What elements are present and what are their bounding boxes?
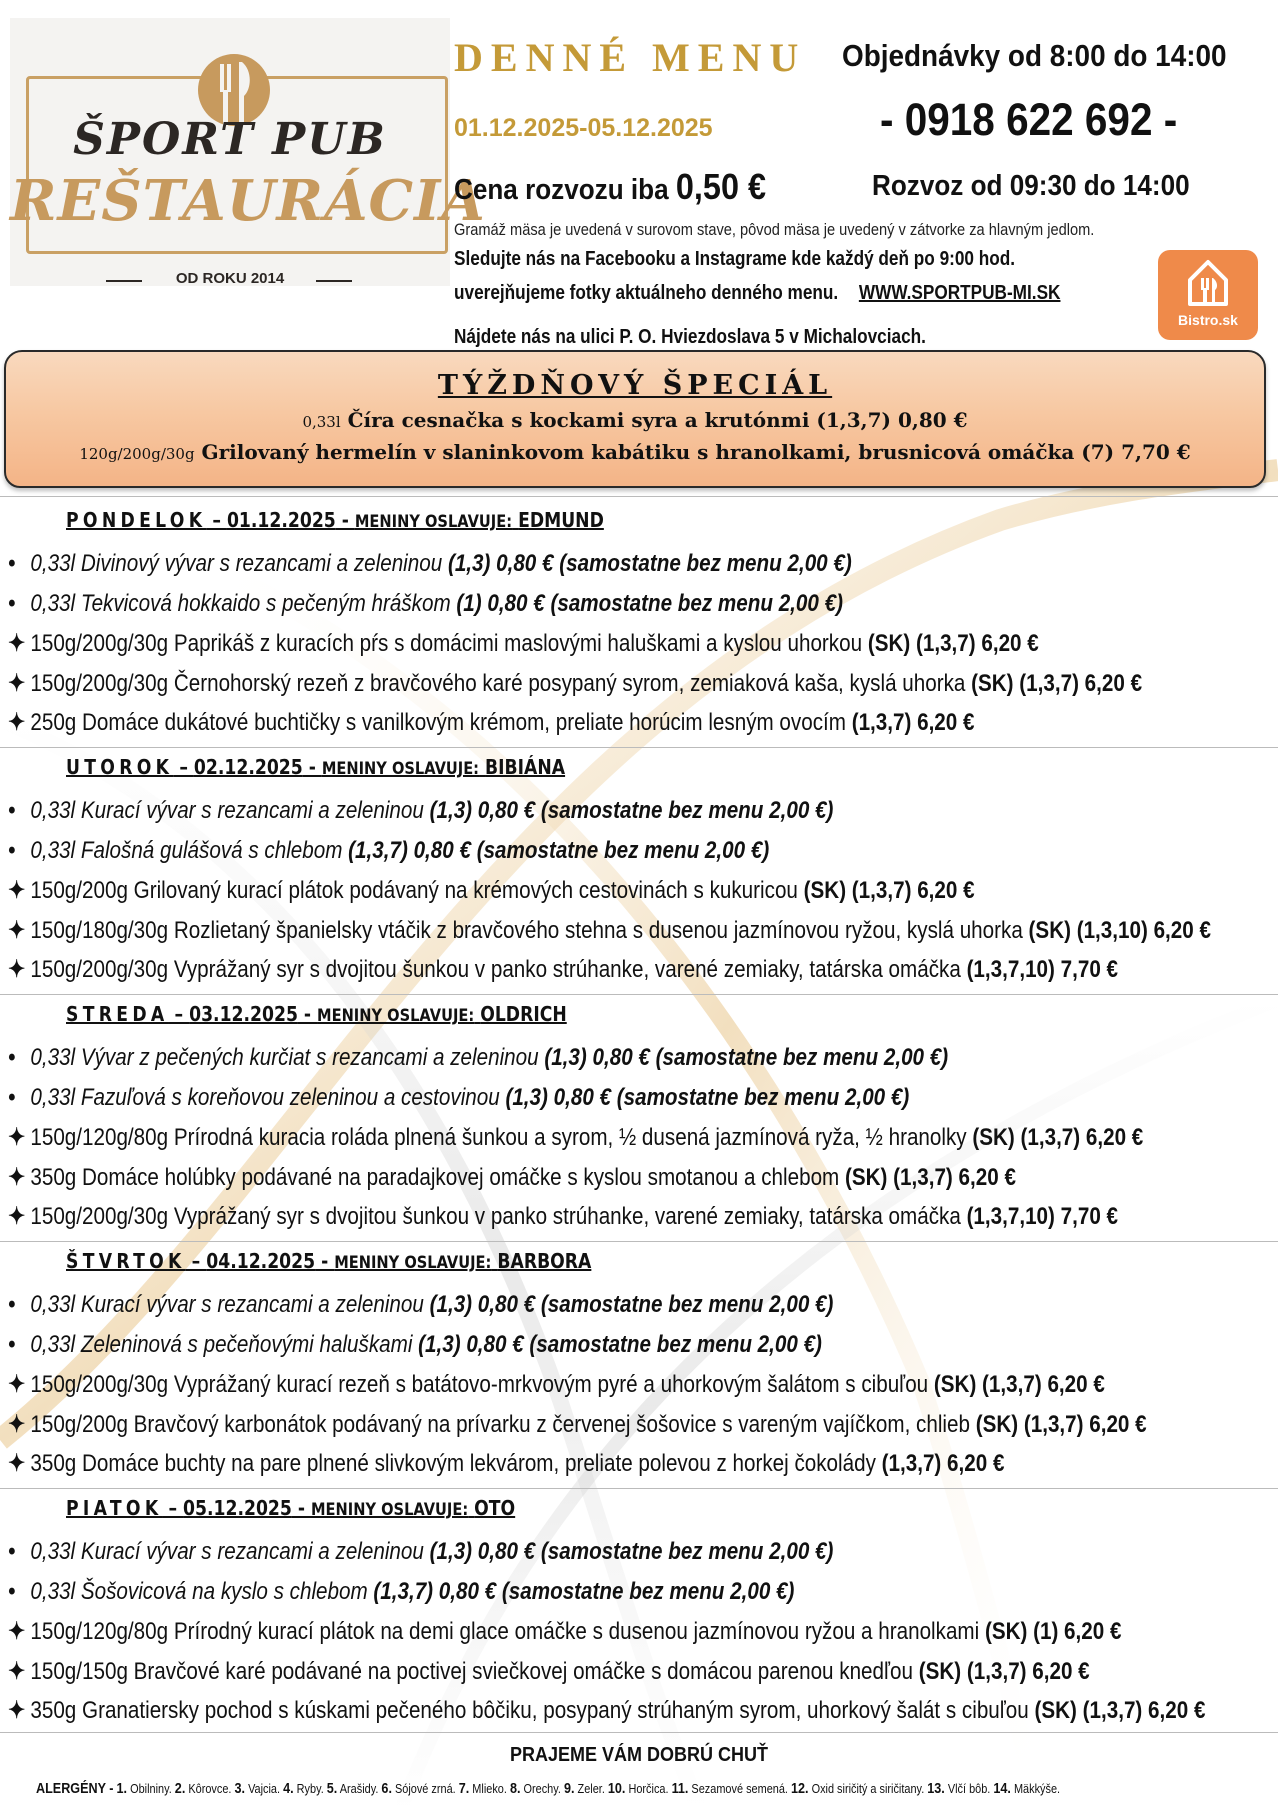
menu-dates: 01.12.2025-05.12.2025	[454, 114, 713, 142]
star-bullet-icon: ✦	[8, 1371, 26, 1398]
dish-allergens-price: (SK) (1,3,7) 6,20 €	[803, 877, 975, 904]
divider	[0, 1241, 1278, 1242]
dish-name: 150g/200g/30g Vyprážaný kurací rezeň s batátovo-mrkvovým pyré a uhorkovým šalátom s cibuľou	[30, 1371, 929, 1398]
allergens-list	[36, 1780, 1060, 1797]
dish-name: 150g/200g Bravčový karbonátok podávaný na prívarku z červenej šošovice s vareným vajíčkom, chlieb	[30, 1410, 970, 1438]
dish-name: 0,33l Kurací vývar s rezancami a zeleninou	[30, 1538, 424, 1565]
dish-name: 150g/120g/80g Prírodný kurací plátok na demi glace omáčke s dusenou jazmínovou ryžou a hranolkami	[30, 1618, 980, 1645]
day-date: 02.12.2025	[193, 755, 303, 779]
nameday-name: OLDRICH	[480, 1002, 567, 1026]
dish-allergens-price: (1,3) 0,80 € (samostatne bez menu 2,00 €)	[429, 797, 834, 824]
main-dish-item	[8, 1370, 1105, 1399]
soup-item	[8, 590, 843, 618]
dish-allergens-price: (SK) (1,3,7) 6,20 €	[918, 1657, 1090, 1685]
nameday-label: MENINY OSLAVUJE:	[321, 759, 480, 779]
footer-wish: PRAJEME VÁM DOBRÚ CHUŤ	[509, 1744, 769, 1766]
dish-name: 0,33l Fazuľová s koreňovou zeleninou a cestovinou	[30, 1083, 500, 1111]
soup-item	[8, 1044, 948, 1072]
soup-item	[8, 837, 769, 865]
divider	[0, 496, 1278, 497]
star-bullet-icon: ✦	[8, 1163, 26, 1191]
separator: –	[206, 508, 227, 532]
dish-allergens-price: (1,3,7) 6,20 €	[881, 1450, 1005, 1477]
nameday-label: MENINY OSLAVUJE:	[354, 512, 513, 532]
nameday-label: MENINY OSLAVUJE:	[310, 1500, 469, 1520]
dish-name: 350g Domáce buchty na pare plnené slivkovým lekvárom, preliate polevou z horkej čokolády	[30, 1450, 876, 1477]
weekly-special-main	[6, 440, 1264, 464]
divider	[0, 994, 1278, 995]
soup-item	[8, 1084, 909, 1112]
allergen-name: Oxid siričitý a siričitany.	[811, 1781, 925, 1796]
star-bullet-icon: ✦	[8, 1124, 26, 1151]
dish-allergens-price: (1,3,7,10) 7,70 €	[966, 1203, 1119, 1230]
dish-name: 0,33l Falošná gulášová s chlebom	[30, 836, 343, 864]
allergen-name: Kôrovce.	[188, 1781, 232, 1796]
phone-number[interactable]: - 0918 622 692 -	[880, 94, 1178, 145]
star-bullet-icon: ✦	[8, 1618, 26, 1645]
bullet-dot-icon: •	[8, 1577, 16, 1605]
divider	[0, 1488, 1278, 1489]
day-name: PIATOK	[66, 1496, 163, 1520]
bullet-dot-icon: •	[8, 836, 16, 864]
separator: –	[185, 1249, 207, 1273]
allergen-number: 14.	[993, 1780, 1011, 1797]
weekly-special	[4, 350, 1266, 488]
dish-name: 0,33l Zeleninová s pečeňovými haluškami	[30, 1330, 413, 1358]
day-date: 04.12.2025	[206, 1249, 316, 1273]
nameday-label: MENINY OSLAVUJE:	[334, 1253, 492, 1273]
bistro-fork-knife-icon	[1186, 258, 1230, 310]
dish-name: 350g Domáce holúbky podávané na paradajkovej omáčke s kyslou smotanou a chlebom	[30, 1163, 840, 1191]
dish-name: 150g/200g Grilovaný kurací plátok podávaný na krémových cestovinách s kukuricou	[30, 877, 798, 904]
logo-line-2: REŠTAURÁCIA	[10, 168, 486, 234]
dish-allergens-price: (1,3) 0,80 € (samostatne bez menu 2,00 €)	[505, 1083, 910, 1111]
allergen-number: 13.	[927, 1780, 945, 1797]
star-bullet-icon: ✦	[8, 877, 26, 904]
nameday-name: BARBORA	[497, 1249, 592, 1273]
main-dish-item	[8, 876, 975, 905]
nameday-name: OTO	[474, 1496, 516, 1520]
separator: -	[302, 755, 322, 779]
dish-allergens-price: (SK) (1,3,7) 6,20 €	[867, 630, 1039, 657]
allergen-name: Sójové zrná.	[394, 1781, 456, 1796]
day-name: PONDELOK	[66, 508, 207, 532]
separator: –	[162, 1496, 184, 1520]
day-heading	[66, 1002, 567, 1026]
allergen-number: 9.	[563, 1780, 575, 1797]
social-note-2-text: uverejňujeme fotky aktuálneho denného menu.	[454, 282, 839, 304]
dish-allergens-price: (1,3) 0,80 € (samostatne bez menu 2,00 €)	[544, 1044, 949, 1071]
allergen-name: Obilniny.	[130, 1781, 172, 1796]
dish-name: 0,33l Kurací vývar s rezancami a zeleninou	[30, 1291, 424, 1318]
bullet-dot-icon: •	[8, 589, 16, 617]
separator: –	[168, 1002, 190, 1026]
allergen-number: 10.	[607, 1780, 626, 1797]
main-dish-item	[8, 1657, 1090, 1686]
dish-allergens-price: (SK) (1,3,10) 6,20 €	[1028, 916, 1211, 944]
logo-since: OD ROKU 2014	[175, 270, 285, 287]
dish-allergens-price: (SK) (1,3,7) 6,20 €	[1034, 1697, 1206, 1724]
star-bullet-icon: ✦	[8, 1697, 26, 1724]
weekly-special-title: TÝŽDŇOVÝ ŠPECIÁL	[437, 370, 833, 401]
main-dish-item	[8, 1617, 1121, 1646]
dish-allergens-price: (1,3) 0,80 € (samostatne bez menu 2,00 €)	[418, 1330, 822, 1358]
dish-name: 0,33l Divinový vývar s rezancami a zeleninou	[30, 550, 443, 577]
dish-allergens-price: (SK) (1,3,7) 6,20 €	[972, 1124, 1144, 1151]
soup-item	[8, 1538, 833, 1566]
dish-name: 150g/200g/30g Paprikáš z kuracích pŕs s domácimi maslovými haluškami a kyslou uhorkou	[30, 630, 863, 657]
weekly-special-soup	[6, 408, 1264, 432]
star-bullet-icon: ✦	[8, 709, 26, 736]
main-dish-item	[8, 1202, 1118, 1231]
allergen-number: 6.	[381, 1780, 392, 1797]
dish-name: 150g/200g/30g Vyprážaný syr s dvojitou šunkou v panko strúhanke, varené zemiaky, tatárska omáčka	[30, 956, 961, 983]
star-bullet-icon: ✦	[8, 1657, 26, 1685]
dish-name: 350g Granatiersky pochod s kúskami pečeného bôčiku, posypaný strúhaným syrom, uhorkový šalát s cibuľou	[30, 1697, 1029, 1724]
allergen-name: Mäkkýše.	[1013, 1781, 1061, 1796]
social-note-1: Sledujte nás na Facebooku a Instagrame kde každý deň po 9:00 hod.	[454, 248, 1016, 270]
soup-item	[8, 1291, 833, 1319]
dish-allergens-price: (SK) (1,3,7) 6,20 €	[975, 1410, 1147, 1438]
bullet-dot-icon: •	[8, 797, 16, 824]
allergen-number: 11.	[671, 1780, 689, 1797]
delivery-hours: Rozvoz od 09:30 do 14:00	[872, 170, 1190, 202]
separator: -	[291, 1496, 311, 1520]
day-name: ŠTVRTOK	[66, 1249, 186, 1273]
main-dish-item	[8, 1163, 1016, 1192]
dish-name: 250g Domáce dukátové buchtičky s vanilkovým krémom, preliate horúcim lesným ovocím	[30, 709, 846, 736]
star-bullet-icon: ✦	[8, 669, 26, 697]
allergen-number: 12.	[791, 1780, 809, 1797]
dish-allergens-price: (1) 0,80 € (samostatne bez menu 2,00 €)	[456, 589, 843, 617]
dish-name: 0,33l Šošovicová na kyslo s chlebom	[30, 1577, 368, 1605]
logo-dash-right	[316, 280, 352, 282]
separator: –	[173, 755, 194, 779]
bullet-dot-icon: •	[8, 1291, 16, 1318]
day-name: STREDA	[66, 1002, 169, 1026]
dish-allergens-price: (1,3,7,10) 7,70 €	[966, 956, 1119, 983]
allergen-number: 2.	[174, 1780, 186, 1797]
allergen-number: 8.	[509, 1780, 521, 1797]
bullet-dot-icon: •	[8, 1044, 16, 1071]
dish-allergens-price: (1,3,7) 0,80 € (samostatne bez menu 2,00 €)	[373, 1577, 795, 1605]
allergen-name: Vajcia.	[248, 1781, 281, 1796]
main-dish-item	[8, 916, 1211, 945]
order-hours: Objednávky od 8:00 do 14:00	[842, 38, 1227, 73]
day-name: UTOROK	[66, 755, 174, 779]
star-bullet-icon: ✦	[8, 630, 26, 657]
allergen-number: 1.	[116, 1780, 128, 1797]
main-dish-item	[8, 669, 1142, 698]
star-bullet-icon: ✦	[8, 1410, 26, 1438]
bullet-dot-icon: •	[8, 550, 16, 577]
star-bullet-icon: ✦	[8, 956, 26, 983]
star-bullet-icon: ✦	[8, 1203, 26, 1230]
allergen-name: Sezamové semená.	[691, 1781, 788, 1796]
allergen-number: 3.	[234, 1780, 246, 1797]
main-dish-item	[8, 955, 1118, 984]
delivery-price	[454, 166, 766, 208]
dish-allergens-price: (1,3,7) 0,80 € (samostatne bez menu 2,00 €)	[348, 836, 770, 864]
weekly-special-soup-text: Číra cesnačka s kockami syra a krutónmi (1,3,7) 0,80 €	[347, 408, 968, 432]
delivery-price-label: Cena rozvozu iba	[454, 174, 669, 206]
day-date: 01.12.2025	[226, 508, 336, 532]
menu-title: DENNÉ MENU	[454, 35, 807, 80]
allergen-name: Arašidy.	[339, 1781, 379, 1796]
divider	[0, 747, 1278, 748]
website-link[interactable]: WWW.SPORTPUB-MI.SK	[858, 282, 1061, 304]
separator: -	[297, 1002, 318, 1026]
day-heading	[66, 508, 604, 532]
main-dish-item	[8, 1696, 1205, 1725]
social-note-2	[454, 282, 1060, 305]
allergen-number: 4.	[283, 1780, 294, 1797]
dish-name: 150g/120g/80g Prírodná kuracia roláda plnená šunkou a syrom, ½ dusená jazmínová ryža, ½ hranolky	[30, 1124, 967, 1151]
day-heading	[66, 1249, 591, 1273]
allergen-name: Orechy.	[523, 1781, 561, 1796]
allergen-name: Mlieko.	[472, 1781, 507, 1796]
allergen-name: Vlčí bôb.	[947, 1781, 991, 1796]
bullet-dot-icon: •	[8, 1083, 16, 1111]
dish-allergens-price: (SK) (1) 6,20 €	[984, 1618, 1122, 1645]
allergen-number: 7.	[458, 1780, 470, 1797]
star-bullet-icon: ✦	[8, 916, 26, 944]
day-heading	[66, 755, 565, 779]
bistro-badge[interactable]	[1158, 250, 1258, 340]
main-dish-item	[8, 708, 974, 737]
main-dish-item	[8, 1123, 1143, 1152]
day-date: 05.12.2025	[183, 1496, 292, 1520]
nameday-name: BIBIÁNA	[485, 755, 566, 779]
soup-item	[8, 1578, 794, 1606]
dish-name: 150g/200g/30g Černohorský rezeň z bravčového karé posypaný syrom, zemiaková kaša, kyslá uhorka	[30, 669, 966, 697]
main-dish-item	[8, 629, 1039, 658]
dish-allergens-price: (1,3) 0,80 € (samostatne bez menu 2,00 €)	[429, 1538, 834, 1565]
separator: -	[315, 1249, 335, 1273]
dish-name: 0,33l Tekvicová hokkaido s pečeným hráškom	[30, 589, 451, 617]
allergen-name: Ryby.	[296, 1781, 324, 1796]
allergen-name: Horčica.	[628, 1781, 669, 1796]
dish-allergens-price: (SK) (1,3,7) 6,20 €	[933, 1371, 1105, 1398]
meat-weight-note: Gramáž mäsa je uvedená v surovom stave, pôvod mäsa je uvedený v zátvorke za hlavným jedlom.	[454, 220, 1095, 239]
dish-allergens-price: (1,3) 0,80 € (samostatne bez menu 2,00 €)	[447, 550, 852, 577]
main-dish-item	[8, 1449, 1004, 1478]
dish-name: 150g/150g Bravčové karé podávané na poctivej sviečkovej omáčke s domácou parenou knedľou	[30, 1657, 914, 1685]
main-dish-item	[8, 1410, 1147, 1439]
nameday-name: EDMUND	[518, 508, 604, 532]
allergen-name: Zeler.	[577, 1781, 605, 1796]
dish-name: 0,33l Vývar z pečených kurčiat s rezancami a zeleninou	[30, 1044, 539, 1071]
allergens-label: ALERGÉNY -	[36, 1780, 114, 1797]
dish-name: 0,33l Kurací vývar s rezancami a zeleninou	[30, 797, 424, 824]
allergen-number: 5.	[326, 1780, 338, 1797]
delivery-price-value: 0,50 €	[675, 166, 766, 207]
dish-name: 150g/200g/30g Vyprážaný syr s dvojitou šunkou v panko strúhanke, varené zemiaky, tatárska omáčka	[30, 1203, 961, 1230]
day-heading	[66, 1496, 515, 1520]
dish-name: 150g/180g/30g Rozlietaný španielsky vtáčik z bravčového stehna s dusenou jazmínovou ryžou, kyslá uhorka	[30, 916, 1023, 944]
address: Nájdete nás na ulici P. O. Hviezdoslava 5 v Michalovciach.	[454, 326, 926, 348]
star-bullet-icon: ✦	[8, 1450, 26, 1477]
soup-item	[8, 1331, 822, 1359]
soup-item	[8, 550, 852, 578]
weekly-special-main-text: Grilovaný hermelín v slaninkovom kabátiku s hranolkami, brusnicová omáčka (7) 7,70 €	[201, 440, 1191, 464]
day-date: 03.12.2025	[189, 1002, 298, 1026]
weekly-special-soup-weight: 0,33l	[302, 413, 341, 431]
dish-allergens-price: (1,3,7) 6,20 €	[851, 709, 975, 736]
dish-allergens-price: (1,3) 0,80 € (samostatne bez menu 2,00 €)	[429, 1291, 834, 1318]
logo-line-1: ŠPORT PUB	[73, 114, 387, 165]
weekly-special-main-weight: 120g/200g/30g	[79, 445, 195, 463]
separator: -	[335, 508, 355, 532]
divider	[0, 1732, 1278, 1733]
soup-item	[8, 797, 833, 825]
restaurant-logo	[10, 18, 486, 287]
dish-allergens-price: (SK) (1,3,7) 6,20 €	[971, 669, 1143, 697]
bistro-label: Bistro.sk	[1178, 312, 1238, 328]
dish-allergens-price: (SK) (1,3,7) 6,20 €	[844, 1163, 1016, 1191]
nameday-label: MENINY OSLAVUJE:	[317, 1006, 475, 1026]
bullet-dot-icon: •	[8, 1330, 16, 1358]
bullet-dot-icon: •	[8, 1538, 16, 1565]
